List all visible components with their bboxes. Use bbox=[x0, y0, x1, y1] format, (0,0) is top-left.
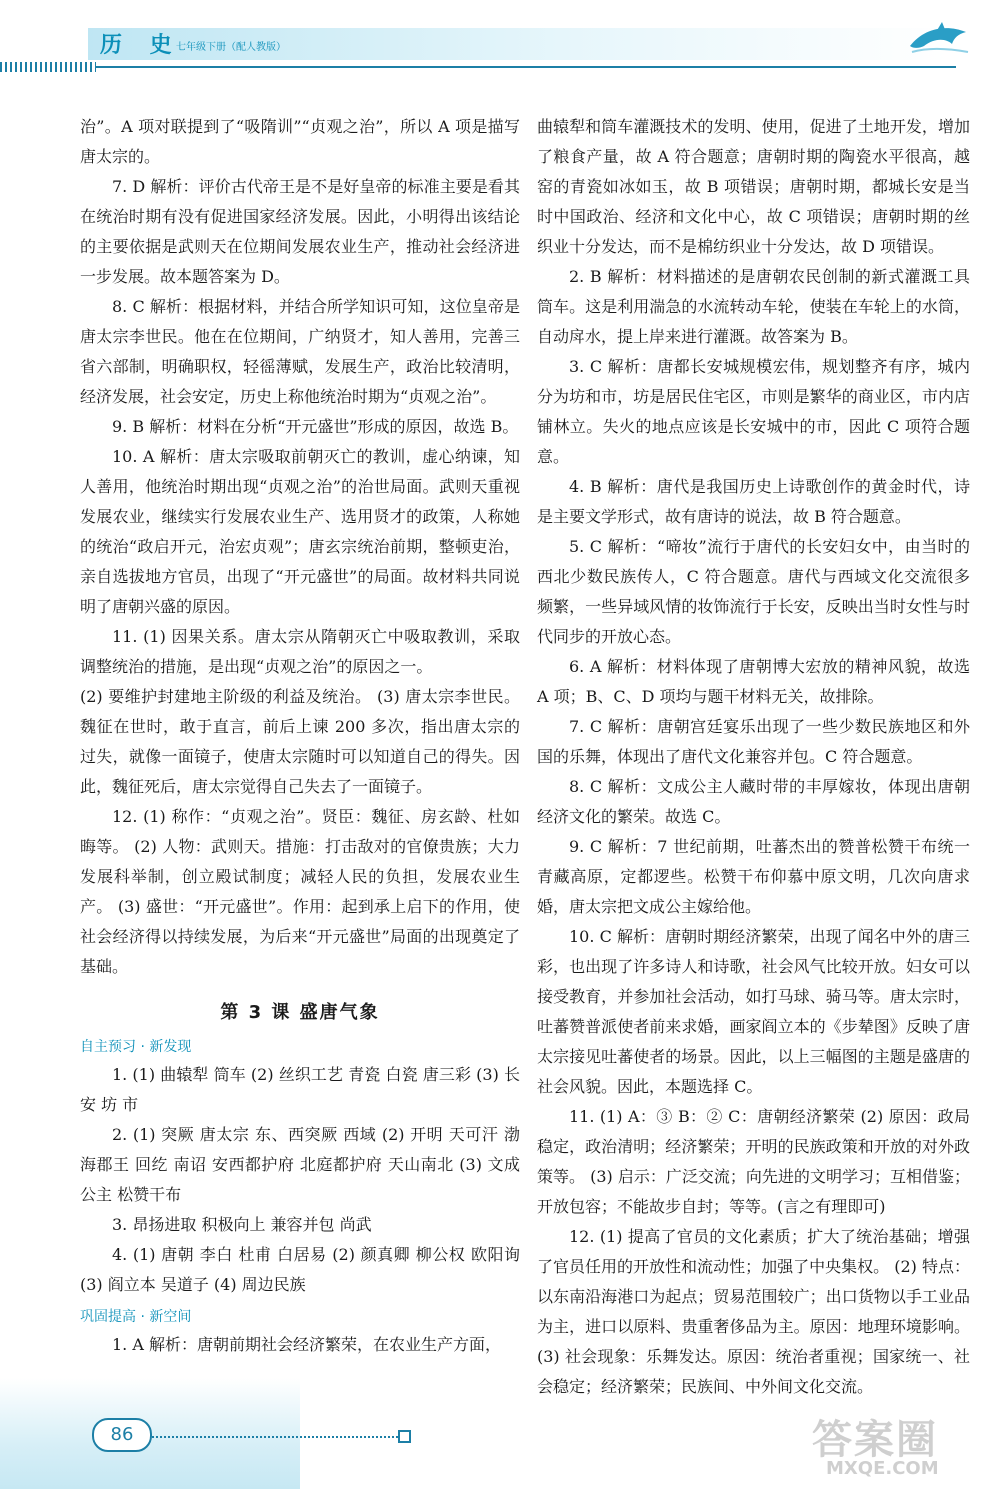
consolidate-item-3: 3. C 解析：唐都长安城规模宏伟，规划整齐有序，城内分为坊和市，坊是居民住宅区，市则是繁华的商业区，市内店铺林立。失火的地点应该是长安城中的市，因此 C 项符合题意。 bbox=[537, 357, 970, 466]
answer-7: 7. D 解析：评价古代帝王是不是好皇帝的标准主要是看其在统治时期有没有促进国家经济发展。因此，小明得出该结论的主要依据是武则天在位期间发展农业生产，推动社会经济进一步发展。故本题答案为 D。 bbox=[80, 177, 520, 286]
lesson-title: 第 3 课 盛唐气象 bbox=[220, 1002, 380, 1023]
watermark-logo: 答案圈 bbox=[812, 1417, 938, 1463]
grade-label: 七年级下册（配人教版） bbox=[176, 42, 286, 53]
right-column bbox=[537, 112, 970, 1402]
preview-item-1: 1. (1) 曲辕犁 筒车 (2) 丝织工艺 青瓷 白瓷 唐三彩 (3) 长安 坊 市 bbox=[80, 1065, 520, 1114]
header-ticks bbox=[0, 62, 96, 72]
consolidate-item-1: 1. A 解析：唐朝前期社会经济繁荣，在农业生产方面， bbox=[112, 1335, 501, 1354]
preview-item-3: 3. 昂扬进取 积极向上 兼容并包 尚武 bbox=[112, 1215, 372, 1234]
preview-item-4: 4. (1) 唐朝 李白 杜甫 白居易 (2) 颜真卿 柳公权 欧阳询 (3) 阎立本 吴道子 (4) 周边民族 bbox=[80, 1245, 520, 1294]
footer-square-icon bbox=[398, 1430, 411, 1443]
dolphin-icon bbox=[906, 18, 972, 58]
consolidate-item-12: 12. (1) 提高了官员的文化素质；扩大了统治基础；增强了官员任用的开放性和流动性；加强了中央集权。 (2) 特点：以东南沿海港口为起点；贸易范围较广；出口货物以手工业品为主，进口以原料、贵重奢侈品为主。原因：地理环境影响。 (3) 社会现象：乐舞发达。原因：统治者重视；国家统一、社会稳定；经济繁荣；民族间、中外间文化交流。 bbox=[537, 1227, 970, 1396]
section-heading-consolidate: 巩固提高 · 新空间 bbox=[80, 1309, 192, 1325]
header-rule bbox=[96, 66, 956, 68]
answer-11-cont: (2) 要维护封建地主阶级的利益及统治。 (3) 唐太宗李世民。魏征在世时，敢于直言，前后上谏 200 多次，指出唐太宗的过失，就像一面镜子，使唐太宗随时可以知道自己的得失。因此，魏征死后，唐太宗觉得自己失去了一面镜子。 bbox=[80, 687, 520, 796]
answer-9: 9. B 解析：材料在分析“开元盛世”形成的原因，故选 B。 bbox=[112, 417, 519, 436]
answer-12: 12. (1) 称作：“贞观之治”。贤臣：魏征、房玄龄、杜如晦等。 (2) 人物：武则天。措施：打击敌对的官僚贵族；大力发展科举制，创立殿试制度；减轻人民的负担，发展农业生产。 (3) 盛世：“开元盛世”。作用：起到承上启下的作用，使社会经济得以持续发展，为后来“开元盛世”局面的出现奠定了基础。 bbox=[80, 807, 520, 976]
watermark-url: MXQE.COM bbox=[826, 1458, 939, 1479]
answer-6-tail: 治”。A 项对联提到了“吸隋训”“贞观之治”，所以 A 项是描写唐太宗的。 bbox=[80, 117, 520, 166]
subject-title: 历 史 bbox=[100, 33, 182, 58]
consolidate-item-8: 8. C 解析：文成公主人藏时带的丰厚嫁妆，体现出唐朝经济文化的繁荣。故选 C。 bbox=[537, 777, 970, 826]
consolidate-item-1-cont: 曲辕犁和筒车灌溉技术的发明、使用，促进了土地开发，增加了粮食产量，故 A 符合题意；唐朝时期的陶瓷水平很高，越窑的青瓷如冰如玉，故 B 项错误；唐朝时期，都城长安是当时中国政治、经济和文化中心，故 C 项错误；唐朝时期的丝织业十分发达，而不是棉纺织业十分发达，故 D 项错误。 bbox=[537, 117, 970, 256]
answer-11: 11. (1) 因果关系。唐太宗从隋朝灭亡中吸取教训，采取调整统治的措施，是出现“贞观之治”的原因之一。 bbox=[80, 627, 520, 676]
consolidate-item-6: 6. A 解析：材料体现了唐朝博大宏放的精神风貌，故选 A 项；B、C、D 项均与题干材料无关，故排除。 bbox=[537, 657, 970, 706]
preview-item-2: 2. (1) 突厥 唐太宗 东、西突厥 西域 (2) 开明 天可汗 渤海郡王 回纥 南诏 安西都护府 北庭都护府 天山南北 (3) 文成公主 松赞干布 bbox=[80, 1125, 520, 1204]
consolidate-item-5: 5. C 解析：“啼妆”流行于唐代的长安妇女中，由当时的西北少数民族传人，C 符合题意。唐代与西域文化交流很多频繁，一些异域风情的妆饰流行于长安，反映出当时女性与时代同步的开放心态。 bbox=[537, 537, 970, 646]
answer-8: 8. C 解析：根据材料，并结合所学知识可知，这位皇帝是唐太宗李世民。他在在位期间，广纳贤才，知人善用，完善三省六部制，明确职权，轻徭薄赋，发展生产，政治比较清明，经济发展，社会安定，历史上称他统治时期为“贞观之治”。 bbox=[80, 297, 520, 406]
consolidate-item-11: 11. (1) A：③ B：② C：唐朝经济繁荣 (2) 原因：政局稳定，政治清明；经济繁荣；开明的民族政策和开放的对外政策等。 (3) 启示：广泛交流；向先进的文明学习；互相借鉴；开放包容；不能故步自封；等等。(言之有理即可) bbox=[537, 1107, 970, 1216]
left-column bbox=[80, 112, 520, 1360]
footer-dotted-line bbox=[152, 1436, 398, 1438]
page-number: 86 bbox=[92, 1418, 152, 1452]
consolidate-item-9: 9. C 解析：7 世纪前期，吐蕃杰出的赞普松赞干布统一青藏高原，定都逻些。松赞干布仰慕中原文明，几次向唐求婚，唐太宗把文成公主嫁给他。 bbox=[537, 837, 970, 916]
page-header bbox=[0, 0, 1000, 80]
consolidate-item-4: 4. B 解析：唐代是我国历史上诗歌创作的黄金时代，诗是主要文学形式，故有唐诗的说法，故 B 符合题意。 bbox=[537, 477, 970, 526]
answer-10: 10. A 解析：唐太宗吸取前朝灭亡的教训，虚心纳谏，知人善用，他统治时期出现“贞观之治”的治世局面。武则天重视发展农业，继续实行发展农业生产、选用贤才的政策，人称她的统治“政启开元，治宏贞观”；唐玄宗统治前期，整顿吏治，亲自选拔地方官员，出现了“开元盛世”的局面。故材料共同说明了唐朝兴盛的原因。 bbox=[80, 447, 520, 616]
consolidate-item-7: 7. C 解析：唐朝宫廷宴乐出现了一些少数民族地区和外国的乐舞，体现出了唐代文化兼容并包。C 符合题意。 bbox=[537, 717, 970, 766]
consolidate-item-10: 10. C 解析：唐朝时期经济繁荣，出现了闻名中外的唐三彩，也出现了许多诗人和诗歌，社会风气比较开放。妇女可以接受教育，并参加社会活动，如打马球、骑马等。唐太宗时，吐蕃赞普派使者前来求婚，画家阎立本的《步辇图》反映了唐太宗接见吐蕃使者的场景。因此，以上三幅图的主题是盛唐的社会风貌。因此，本题选择 C。 bbox=[537, 927, 970, 1096]
section-heading-preview: 自主预习 · 新发现 bbox=[80, 1039, 192, 1055]
consolidate-item-2: 2. B 解析：材料描述的是唐朝农民创制的新式灌溉工具筒车。这是利用湍急的水流转动车轮，使装在车轮上的水筒，自动戽水，提上岸来进行灌溉。故答案为 B。 bbox=[537, 267, 970, 346]
